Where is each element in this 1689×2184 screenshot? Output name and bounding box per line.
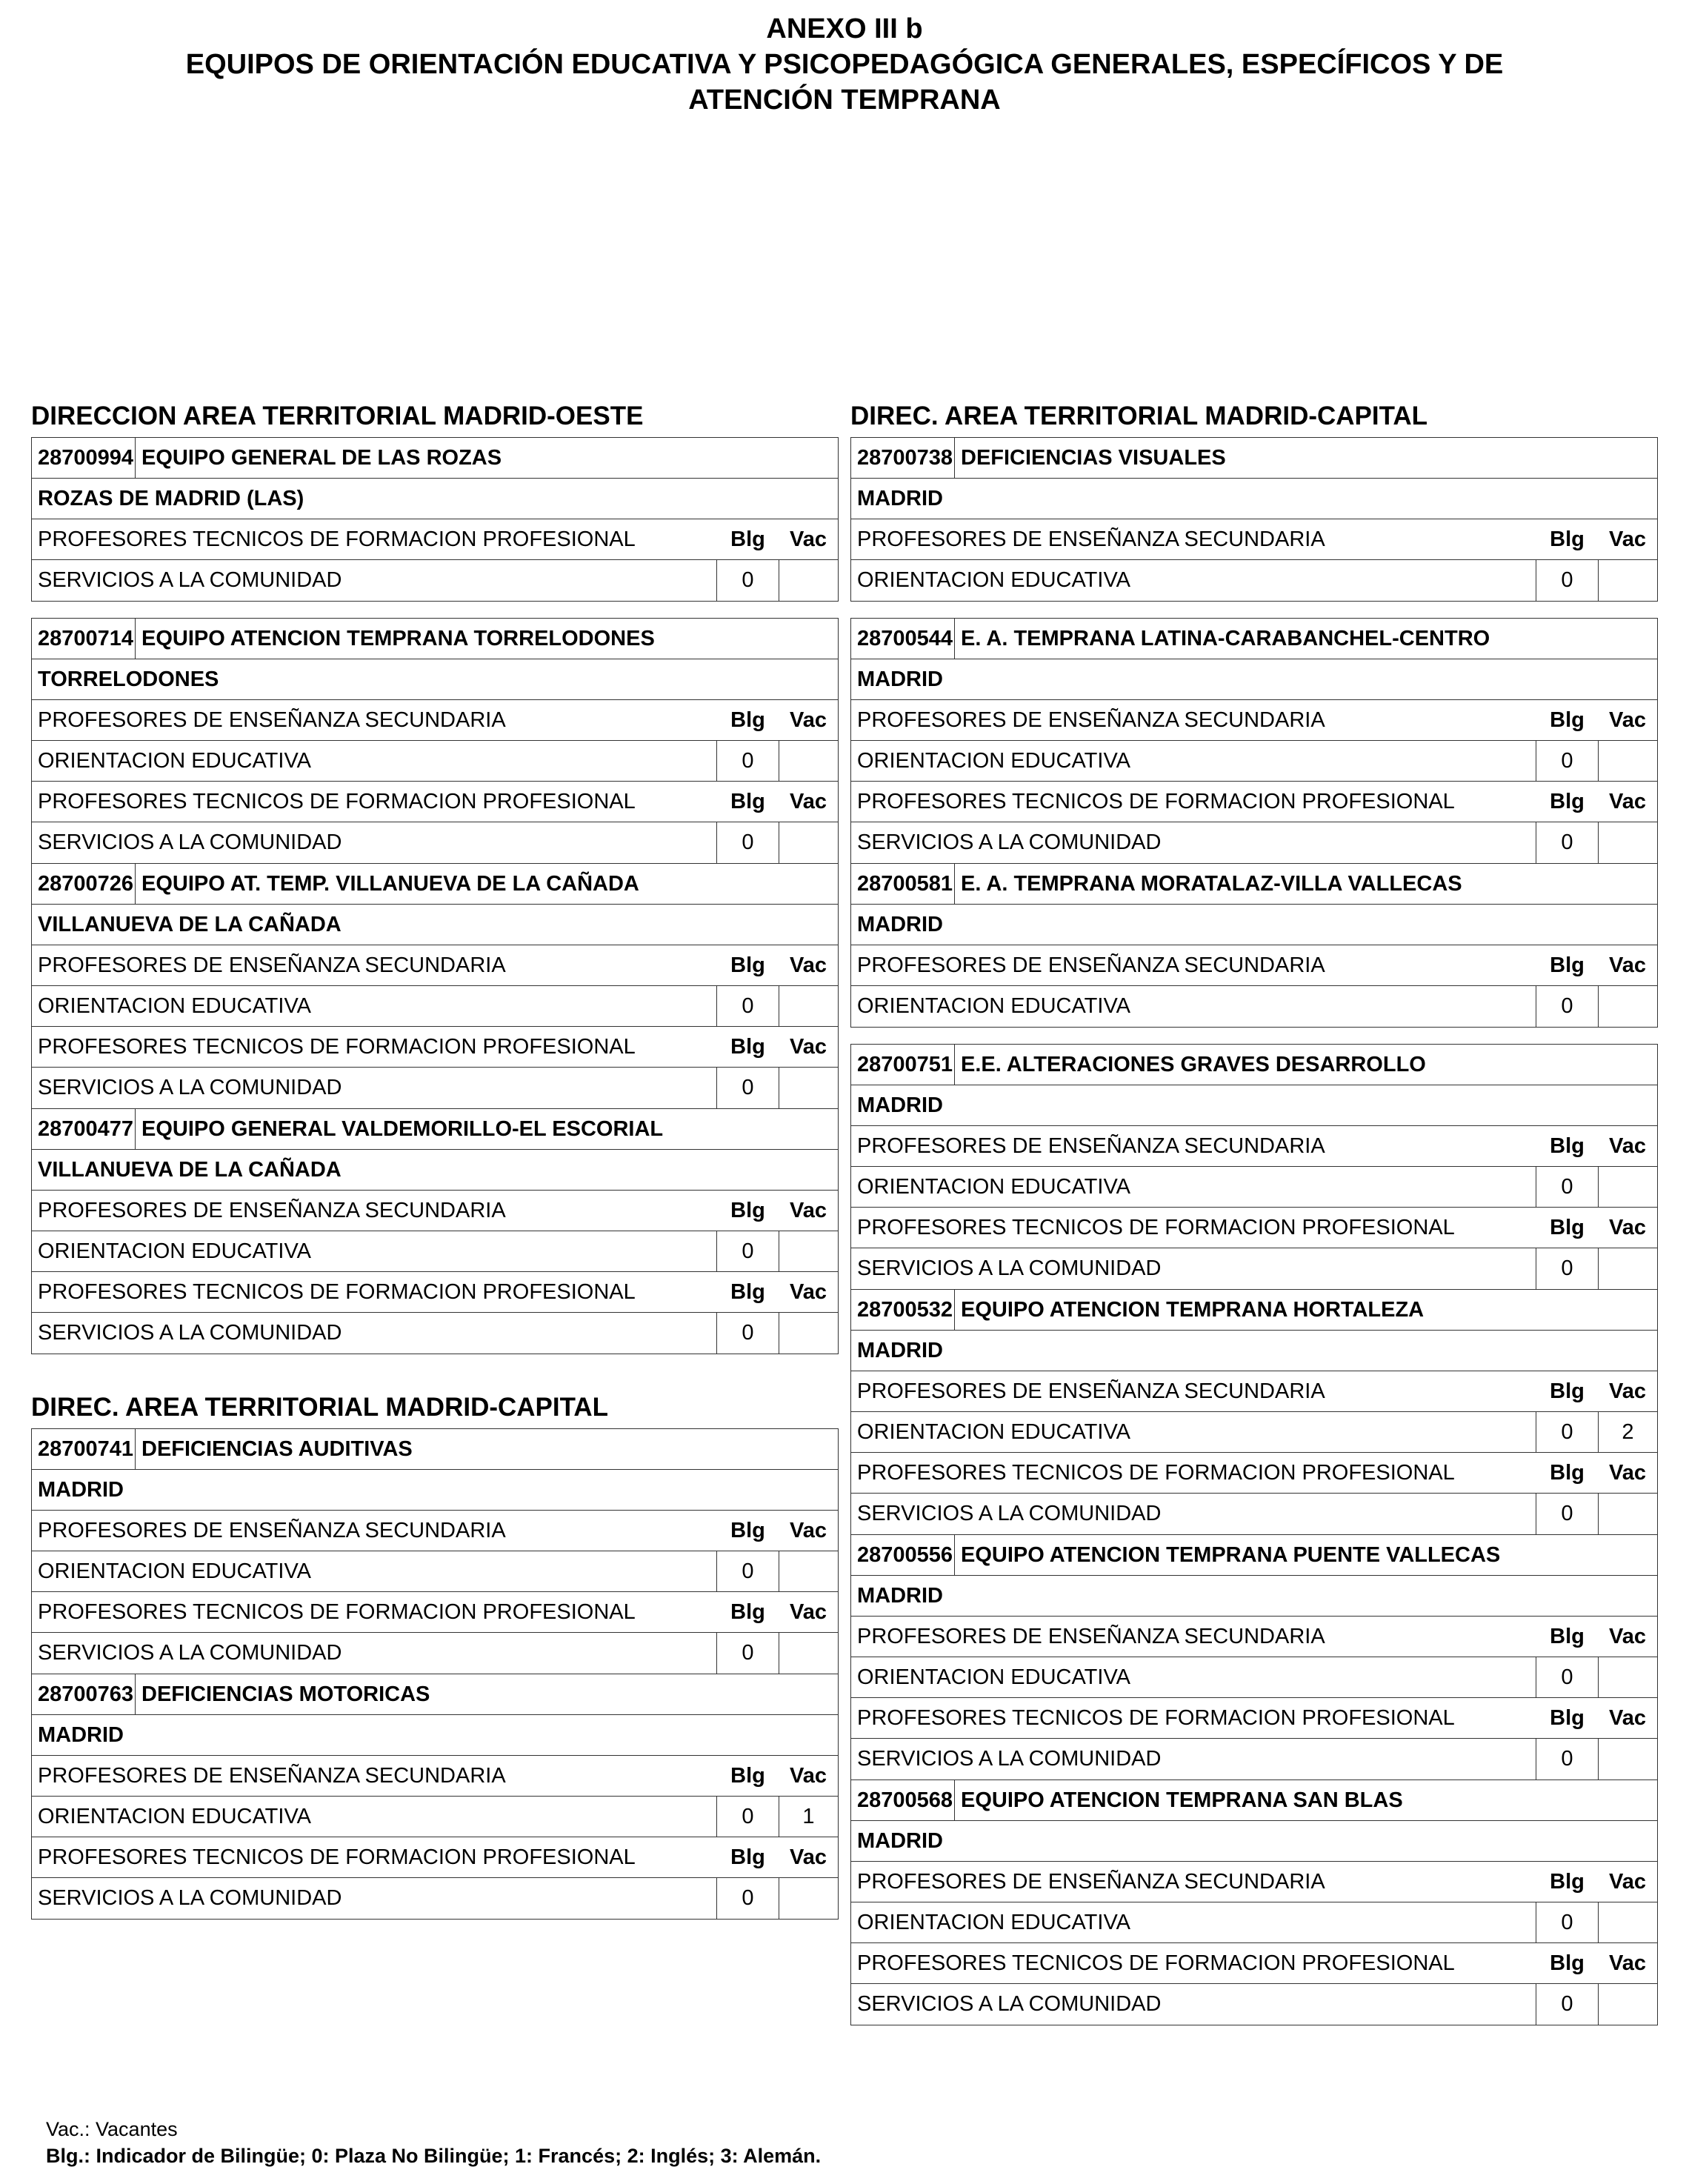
- especialidad-row: [851, 1494, 1657, 1534]
- center-code: 28700751: [851, 1045, 955, 1085]
- center-name: E. A. TEMPRANA MORATALAZ-VILLA VALLECAS: [961, 871, 1462, 896]
- cuerpo-row: [32, 945, 838, 986]
- center-header-row: [32, 1674, 838, 1715]
- center-locality: MADRID: [32, 1715, 838, 1756]
- vac-header: Vac: [1609, 708, 1646, 732]
- cuerpo-row: [32, 1837, 838, 1878]
- blg-header: Blg: [730, 789, 765, 813]
- center-locality: MADRID: [851, 1331, 1657, 1371]
- center-table: [850, 437, 1658, 602]
- center-locality: MADRID: [851, 1576, 1657, 1617]
- section-title: DIREC. AREA TERRITORIAL MADRID-CAPITAL: [31, 1393, 609, 1422]
- vac-value: [779, 986, 838, 1026]
- cuerpo-name: PROFESORES TECNICOS DE FORMACION PROFESIONAL: [857, 1460, 1455, 1485]
- cuerpo-row: [851, 782, 1657, 822]
- especialidad-row: [851, 1739, 1657, 1780]
- vac-value: [1598, 986, 1657, 1027]
- vac-header: Vac: [1609, 1215, 1646, 1239]
- cuerpo-row: [32, 700, 838, 741]
- center-table: [31, 618, 839, 864]
- center-name: EQUIPO ATENCION TEMPRANA HORTALEZA: [961, 1297, 1425, 1322]
- center-locality: VILLANUEVA DE LA CAÑADA: [32, 905, 838, 945]
- vac-value: [779, 1313, 838, 1354]
- cuerpo-name: PROFESORES TECNICOS DE FORMACION PROFESIONAL: [38, 1845, 636, 1869]
- blg-value: 0: [1536, 986, 1598, 1027]
- cuerpo-row: [32, 1592, 838, 1633]
- center-header-row: [851, 1780, 1657, 1821]
- cuerpo-row: [32, 1027, 838, 1068]
- especialidad-row: [32, 822, 838, 863]
- especialidad-name: ORIENTACION EDUCATIVA: [38, 993, 311, 1018]
- especialidad-row: [32, 741, 838, 782]
- blg-value: 0: [716, 822, 779, 863]
- vac-header: Vac: [790, 1034, 827, 1059]
- blg-header: Blg: [730, 1518, 765, 1542]
- vac-header: Vac: [1609, 1705, 1646, 1730]
- vac-value: [779, 1068, 838, 1108]
- document-title-line2: ATENCIÓN TEMPRANA: [688, 84, 1001, 116]
- blg-header: Blg: [1550, 953, 1585, 977]
- especialidad-name: SERVICIOS A LA COMUNIDAD: [38, 1321, 342, 1345]
- especialidad-name: SERVICIOS A LA COMUNIDAD: [38, 1076, 342, 1099]
- blg-header: Blg: [730, 1763, 765, 1788]
- cuerpo-row: [32, 1756, 838, 1797]
- vac-header: Vac: [790, 527, 827, 551]
- vac-header: Vac: [1609, 1379, 1646, 1403]
- blg-header: Blg: [730, 1845, 765, 1869]
- blg-header: Blg: [1550, 1624, 1585, 1648]
- vac-header: Vac: [1609, 1951, 1646, 1975]
- especialidad-row: [32, 1231, 838, 1272]
- vac-header: Vac: [1609, 527, 1646, 551]
- center-locality: MADRID: [851, 905, 1657, 945]
- center-code: 28700532: [851, 1290, 955, 1330]
- especialidad-name: SERVICIOS A LA COMUNIDAD: [857, 1747, 1162, 1771]
- center-table: [31, 864, 839, 1109]
- vac-value: [1598, 1739, 1657, 1780]
- center-table: [31, 1674, 839, 1920]
- center-code: 28700714: [32, 619, 136, 659]
- cuerpo-name: PROFESORES DE ENSEÑANZA SECUNDARIA: [857, 1133, 1325, 1158]
- especialidad-name: ORIENTACION EDUCATIVA: [38, 1804, 311, 1828]
- center-header-row: [32, 619, 838, 659]
- especialidad-name: ORIENTACION EDUCATIVA: [857, 1174, 1130, 1199]
- vac-value: [1598, 1984, 1657, 2025]
- vac-header: Vac: [1609, 1624, 1646, 1648]
- cuerpo-row: [851, 1943, 1657, 1984]
- center-table: [31, 437, 839, 602]
- blg-value: 0: [1536, 560, 1598, 601]
- center-table: [850, 1044, 1658, 1290]
- especialidad-row: [32, 1551, 838, 1592]
- blg-header: Blg: [1550, 1379, 1585, 1403]
- especialidad-row: [32, 1633, 838, 1674]
- legend-blg: Blg.: Indicador de Bilingüe; 0: Plaza No Bilingüe; 1: Francés; 2: Inglés; 3: Alemán.: [46, 2145, 822, 2167]
- vac-header: Vac: [790, 1763, 827, 1788]
- especialidad-row: [851, 1984, 1657, 2025]
- cuerpo-row: [851, 945, 1657, 986]
- cuerpo-row: [32, 1191, 838, 1231]
- especialidad-row: [851, 1657, 1657, 1698]
- especialidad-name: ORIENTACION EDUCATIVA: [857, 568, 1130, 592]
- blg-value: 0: [1536, 1167, 1598, 1207]
- cuerpo-name: PROFESORES TECNICOS DE FORMACION PROFESIONAL: [38, 789, 636, 813]
- especialidad-name: SERVICIOS A LA COMUNIDAD: [857, 1502, 1162, 1525]
- especialidad-name: ORIENTACION EDUCATIVA: [857, 1665, 1130, 1689]
- vac-value: [1598, 822, 1657, 863]
- center-code: 28700726: [32, 864, 136, 904]
- especialidad-name: ORIENTACION EDUCATIVA: [38, 748, 311, 773]
- blg-header: Blg: [1550, 1951, 1585, 1975]
- especialidad-row: [32, 1068, 838, 1108]
- vac-value: [779, 1231, 838, 1271]
- cuerpo-name: PROFESORES TECNICOS DE FORMACION PROFESIONAL: [38, 1034, 636, 1059]
- center-list: [31, 1428, 839, 1920]
- center-name: EQUIPO ATENCION TEMPRANA TORRELODONES: [141, 626, 655, 650]
- vac-value: [1598, 741, 1657, 781]
- cuerpo-name: PROFESORES TECNICOS DE FORMACION PROFESIONAL: [38, 1599, 636, 1624]
- center-locality: MADRID: [851, 1821, 1657, 1862]
- cuerpo-name: PROFESORES TECNICOS DE FORMACION PROFESIONAL: [38, 527, 636, 551]
- blg-header: Blg: [1550, 789, 1585, 813]
- cuerpo-row: [32, 519, 838, 560]
- vac-value: [779, 560, 838, 601]
- especialidad-name: ORIENTACION EDUCATIVA: [857, 994, 1130, 1018]
- center-name: DEFICIENCIAS MOTORICAS: [141, 1682, 430, 1706]
- cuerpo-name: PROFESORES DE ENSEÑANZA SECUNDARIA: [38, 1518, 506, 1542]
- vac-header: Vac: [1609, 1133, 1646, 1158]
- blg-value: 0: [1536, 1984, 1598, 2025]
- vac-value: [779, 741, 838, 781]
- center-table: [31, 1428, 839, 1674]
- vac-header: Vac: [790, 1198, 827, 1222]
- cuerpo-row: [851, 1126, 1657, 1167]
- blg-value: 0: [1536, 1412, 1598, 1452]
- blg-header: Blg: [730, 708, 765, 732]
- blg-header: Blg: [730, 953, 765, 977]
- document-title-line1: EQUIPOS DE ORIENTACIÓN EDUCATIVA Y PSICOPEDAGÓGICA GENERALES, ESPECÍFICOS Y DE: [185, 49, 1504, 80]
- especialidad-row: [32, 1797, 838, 1837]
- cuerpo-name: PROFESORES TECNICOS DE FORMACION PROFESIONAL: [857, 1705, 1455, 1730]
- blg-value: 0: [716, 1797, 779, 1837]
- blg-header: Blg: [1550, 1705, 1585, 1730]
- vac-value: 1: [779, 1797, 838, 1837]
- cuerpo-name: PROFESORES TECNICOS DE FORMACION PROFESIONAL: [38, 1279, 636, 1304]
- cuerpo-row: [32, 1272, 838, 1313]
- legend: [46, 2116, 821, 2169]
- especialidad-name: SERVICIOS A LA COMUNIDAD: [857, 1992, 1162, 2016]
- cuerpo-name: PROFESORES DE ENSEÑANZA SECUNDARIA: [38, 953, 506, 977]
- cuerpo-name: PROFESORES DE ENSEÑANZA SECUNDARIA: [38, 708, 506, 732]
- center-code: 28700738: [851, 438, 955, 478]
- vac-value: [1598, 1167, 1657, 1207]
- vac-value: 2: [1598, 1412, 1657, 1452]
- center-header-row: [851, 1045, 1657, 1085]
- blg-header: Blg: [1550, 1215, 1585, 1239]
- center-list: [31, 437, 839, 1354]
- center-code: 28700994: [32, 438, 136, 478]
- blg-value: 0: [1536, 1494, 1598, 1534]
- cuerpo-name: PROFESORES DE ENSEÑANZA SECUNDARIA: [857, 953, 1325, 977]
- cuerpo-row: [851, 1371, 1657, 1412]
- center-table: [850, 1780, 1658, 2025]
- center-name: EQUIPO GENERAL DE LAS ROZAS: [141, 445, 502, 470]
- center-name: EQUIPO AT. TEMP. VILLANUEVA DE LA CAÑADA: [141, 871, 639, 896]
- right-column: [850, 393, 1658, 2025]
- blg-header: Blg: [1550, 708, 1585, 732]
- vac-value: [1598, 560, 1657, 601]
- especialidad-row: [851, 1902, 1657, 1943]
- vac-value: [1598, 1657, 1657, 1697]
- vac-header: Vac: [1609, 1869, 1646, 1894]
- especialidad-name: SERVICIOS A LA COMUNIDAD: [857, 830, 1162, 854]
- especialidad-name: SERVICIOS A LA COMUNIDAD: [38, 830, 342, 854]
- center-header-row: [32, 1429, 838, 1470]
- left-column: [31, 393, 839, 1920]
- cuerpo-row: [851, 1453, 1657, 1494]
- especialidad-name: SERVICIOS A LA COMUNIDAD: [38, 568, 342, 592]
- especialidad-row: [851, 986, 1657, 1027]
- center-table: [850, 618, 1658, 864]
- especialidad-name: SERVICIOS A LA COMUNIDAD: [38, 1641, 342, 1665]
- vac-header: Vac: [1609, 789, 1646, 813]
- blg-header: Blg: [730, 1034, 765, 1059]
- cuerpo-name: PROFESORES TECNICOS DE FORMACION PROFESIONAL: [857, 1215, 1455, 1239]
- center-code: 28700544: [851, 619, 955, 659]
- blg-value: 0: [716, 560, 779, 601]
- vac-header: Vac: [790, 953, 827, 977]
- cuerpo-name: PROFESORES DE ENSEÑANZA SECUNDARIA: [38, 1198, 506, 1222]
- cuerpo-row: [851, 1698, 1657, 1739]
- center-table: [850, 1290, 1658, 1535]
- vac-value: [779, 1551, 838, 1591]
- cuerpo-name: PROFESORES DE ENSEÑANZA SECUNDARIA: [38, 1763, 506, 1788]
- center-name: EQUIPO GENERAL VALDEMORILLO-EL ESCORIAL: [141, 1116, 664, 1141]
- cuerpo-name: PROFESORES DE ENSEÑANZA SECUNDARIA: [857, 1869, 1325, 1894]
- cuerpo-name: PROFESORES DE ENSEÑANZA SECUNDARIA: [857, 708, 1325, 732]
- blg-header: Blg: [730, 1279, 765, 1304]
- cuerpo-row: [32, 782, 838, 822]
- cuerpo-row: [851, 519, 1657, 560]
- cuerpo-name: PROFESORES TECNICOS DE FORMACION PROFESIONAL: [857, 1951, 1455, 1975]
- center-name: EQUIPO ATENCION TEMPRANA SAN BLAS: [961, 1788, 1403, 1812]
- vac-header: Vac: [790, 1518, 827, 1542]
- cuerpo-row: [851, 1862, 1657, 1902]
- center-locality: MADRID: [32, 1470, 838, 1511]
- blg-value: 0: [716, 1231, 779, 1271]
- center-name: E.E. ALTERACIONES GRAVES DESARROLLO: [961, 1052, 1426, 1076]
- center-locality: MADRID: [851, 659, 1657, 700]
- especialidad-row: [851, 1248, 1657, 1289]
- especialidad-row: [851, 1412, 1657, 1453]
- center-locality: ROZAS DE MADRID (LAS): [32, 479, 838, 519]
- center-code: 28700741: [32, 1429, 136, 1469]
- vac-header: Vac: [790, 708, 827, 732]
- especialidad-row: [32, 986, 838, 1027]
- center-header-row: [32, 864, 838, 905]
- blg-header: Blg: [730, 1599, 765, 1624]
- blg-value: 0: [716, 1313, 779, 1354]
- vac-header: Vac: [790, 1599, 827, 1624]
- center-code: 28700556: [851, 1535, 955, 1575]
- especialidad-name: ORIENTACION EDUCATIVA: [38, 1239, 311, 1263]
- vac-value: [1598, 1248, 1657, 1289]
- cuerpo-row: [851, 1208, 1657, 1248]
- vac-header: Vac: [790, 1279, 827, 1304]
- blg-value: 0: [1536, 741, 1598, 781]
- center-name: DEFICIENCIAS VISUALES: [961, 445, 1226, 470]
- cuerpo-name: PROFESORES TECNICOS DE FORMACION PROFESIONAL: [857, 789, 1455, 813]
- especialidad-name: SERVICIOS A LA COMUNIDAD: [38, 1886, 342, 1910]
- cuerpo-name: PROFESORES DE ENSEÑANZA SECUNDARIA: [857, 527, 1325, 551]
- section-title: DIRECCION AREA TERRITORIAL MADRID-OESTE: [31, 402, 644, 430]
- center-locality: TORRELODONES: [32, 659, 838, 700]
- vac-value: [779, 1878, 838, 1919]
- center-header-row: [851, 438, 1657, 479]
- cuerpo-row: [32, 1511, 838, 1551]
- center-locality: MADRID: [851, 479, 1657, 519]
- especialidad-name: SERVICIOS A LA COMUNIDAD: [857, 1256, 1162, 1280]
- especialidad-row: [32, 1313, 838, 1354]
- especialidad-name: ORIENTACION EDUCATIVA: [38, 1559, 311, 1583]
- vac-value: [1598, 1494, 1657, 1534]
- blg-header: Blg: [1550, 1869, 1585, 1894]
- blg-header: Blg: [1550, 1460, 1585, 1485]
- especialidad-name: ORIENTACION EDUCATIVA: [857, 1419, 1130, 1444]
- blg-header: Blg: [730, 1198, 765, 1222]
- blg-header: Blg: [730, 527, 765, 551]
- annex-title: ANEXO III b: [766, 13, 923, 44]
- blg-value: 0: [716, 1551, 779, 1591]
- center-code: 28700477: [32, 1109, 136, 1149]
- vac-header: Vac: [790, 1845, 827, 1869]
- especialidad-row: [851, 560, 1657, 601]
- blg-value: 0: [1536, 1248, 1598, 1289]
- blg-value: 0: [1536, 1902, 1598, 1942]
- blg-header: Blg: [1550, 1133, 1585, 1158]
- blg-value: 0: [1536, 1657, 1598, 1697]
- center-name: E. A. TEMPRANA LATINA-CARABANCHEL-CENTRO: [961, 626, 1490, 650]
- especialidad-name: ORIENTACION EDUCATIVA: [857, 748, 1130, 773]
- cuerpo-name: PROFESORES DE ENSEÑANZA SECUNDARIA: [857, 1624, 1325, 1648]
- center-list: [850, 437, 1658, 2025]
- center-code: 28700568: [851, 1780, 955, 1820]
- blg-value: 0: [716, 986, 779, 1026]
- center-header-row: [32, 1109, 838, 1150]
- especialidad-row: [851, 741, 1657, 782]
- center-header-row: [851, 1290, 1657, 1331]
- vac-value: [1598, 1902, 1657, 1942]
- center-table: [31, 1109, 839, 1354]
- especialidad-name: ORIENTACION EDUCATIVA: [857, 1910, 1130, 1934]
- vac-header: Vac: [1609, 953, 1646, 977]
- center-code: 28700581: [851, 864, 955, 904]
- vac-value: [779, 1633, 838, 1674]
- center-header-row: [851, 619, 1657, 659]
- blg-value: 0: [716, 1068, 779, 1108]
- blg-value: 0: [716, 1878, 779, 1919]
- vac-header: Vac: [1609, 1460, 1646, 1485]
- vac-header: Vac: [790, 789, 827, 813]
- cuerpo-row: [851, 1617, 1657, 1657]
- center-name: DEFICIENCIAS AUDITIVAS: [141, 1436, 413, 1461]
- section-title: DIREC. AREA TERRITORIAL MADRID-CAPITAL: [850, 402, 1428, 430]
- center-name: EQUIPO ATENCION TEMPRANA PUENTE VALLECAS: [961, 1542, 1501, 1567]
- center-locality: MADRID: [851, 1085, 1657, 1126]
- center-table: [850, 1535, 1658, 1780]
- center-header-row: [851, 864, 1657, 905]
- blg-value: 0: [716, 1633, 779, 1674]
- blg-value: 0: [1536, 822, 1598, 863]
- especialidad-row: [851, 1167, 1657, 1208]
- cuerpo-name: PROFESORES DE ENSEÑANZA SECUNDARIA: [857, 1379, 1325, 1403]
- legend-vac: Vac.: Vacantes: [46, 2118, 178, 2140]
- center-header-row: [32, 438, 838, 479]
- blg-value: 0: [716, 741, 779, 781]
- cuerpo-row: [851, 700, 1657, 741]
- center-header-row: [851, 1535, 1657, 1576]
- center-code: 28700763: [32, 1674, 136, 1714]
- blg-value: 0: [1536, 1739, 1598, 1780]
- especialidad-row: [32, 560, 838, 601]
- center-locality: VILLANUEVA DE LA CAÑADA: [32, 1150, 838, 1191]
- center-table: [850, 864, 1658, 1028]
- especialidad-row: [851, 822, 1657, 863]
- especialidad-row: [32, 1878, 838, 1919]
- blg-header: Blg: [1550, 527, 1585, 551]
- vac-value: [779, 822, 838, 863]
